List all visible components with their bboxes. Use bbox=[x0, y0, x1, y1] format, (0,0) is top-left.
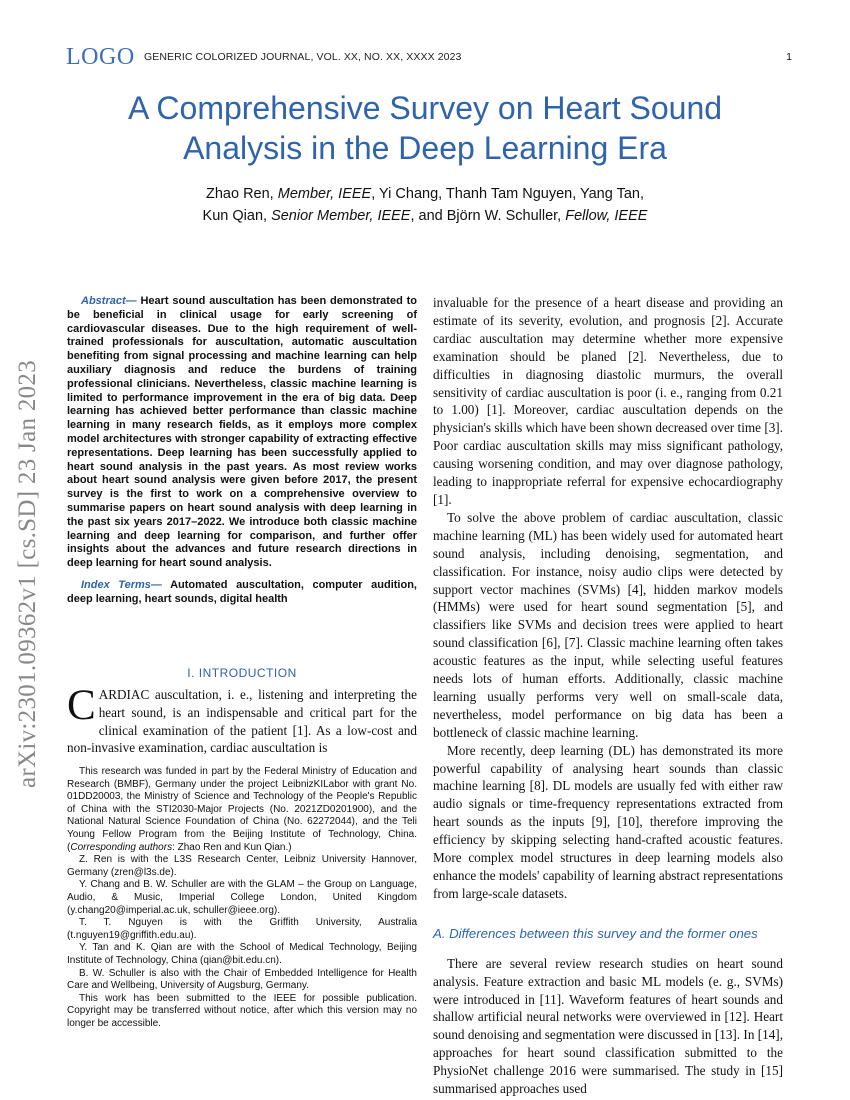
paper-title bbox=[60, 88, 790, 168]
index-terms-text: Automated auscultation, computer audition, deep learning, heart sounds, digital health bbox=[67, 578, 417, 605]
author-text: Kun Qian, bbox=[202, 208, 272, 224]
footnote-affiliation: Y. Chang and B. W. Schuller are with the GLAM – the Group on Language, Audio, & Music, Imperial College London, United Kingdom (y.chang20@imperial.ac.uk, schuller@ieee.org). bbox=[67, 879, 417, 916]
author-text: , and Björn W. Schuller, bbox=[410, 208, 566, 224]
footnote-affiliation: T. T. Nguyen is with the Griffith University, Australia (t.nguyen19@griffith.edu.au). bbox=[67, 917, 417, 941]
title-line-2: Analysis in the Deep Learning Era bbox=[183, 130, 667, 166]
page-number: 1 bbox=[786, 51, 792, 63]
arxiv-stamp: arXiv:2301.09362v1 [cs.SD] 23 Jan 2023 bbox=[14, 359, 41, 788]
footnote-affiliation: B. W. Schuller is also with the Chair of Embedded Intelligence for Health Care and Wellbeing, University of Augsburg, Germany. bbox=[67, 967, 417, 992]
index-terms-label: Index Terms bbox=[81, 578, 151, 591]
author-line-1 bbox=[60, 183, 790, 205]
footnote-affiliation: Z. Ren is with the L3S Research Center, Leibniz University Hannover, Germany (zren@l3s.de). bbox=[67, 854, 417, 878]
index-terms bbox=[67, 579, 417, 607]
section-heading-introduction: I. INTRODUCTION bbox=[187, 666, 297, 680]
intro-text: ARDIAC auscultation, i. e., listening and interpreting the heart sound, is an indispensable and critical part for the clinical examination of the patient [1]. As a low-cost and non-invasive examination, cardiac auscultation is bbox=[67, 687, 417, 756]
title-line-1: A Comprehensive Survey on Heart Sound bbox=[127, 90, 723, 126]
footnote-copyright: This work has been submitted to the IEEE for possible publication. Copyright may be transferred without notice, after which this version may no longer be accessible. bbox=[67, 992, 417, 1029]
author-line-2 bbox=[60, 205, 790, 227]
body-paragraph: invaluable for the presence of a heart disease and providing an estimate of its severity, evolution, and prognosis [2]. Accurate cardiac auscultation may determine whether more expensive examination should be planed [2]. Nevertheless, due to difficulties in diagnosing diastolic murmurs, the overall sensitivity of cardiac auscultation is poor (i. e., ranging from 0.21 to 1.00) [1]. Moreover, cardiac auscultation depends on the physician's skills which have been shown decreased over time [3]. Poor cardiac auscultation skills may miss significant pathology, causing worsening condition, and may over diagnose pathology, leading to inappropriate referral for expensive echocardiography [1]. bbox=[433, 295, 783, 507]
abstract-text: Heart sound auscultation has been demonstrated to be beneficial in clinical usage for early screening of cardiovascular diseases. Due to the high requirement of well-trained professionals for auscultation, automatic auscultation benefiting from signal processing and machine learning can help auxiliary diagnosis and reduce the burdens of training professional clinicians. Nevertheless, classic machine learning is limited to performance improvement in the era of big data. Deep learning has achieved better performance than classic machine learning in many research fields, as it employs more complex model architectures with stronger capability of extracting effective representations. Deep learning has been successfully applied to heart sound analysis in the past years. As most review works about heart sound analysis were given before 2017, the present survey is the first to work on a comprehensive overview to summarise papers on heart sound analysis with deep learning in the past six years 2017–2022. We introduce both classic machine learning and deep learning for comparison, and further offer insights about the advances and future research directions in deep learning for heart sound analysis. bbox=[67, 295, 417, 570]
footnote-text: This research was funded in part by the Federal Ministry of Education and Research (BMBF), Germany under the project LeibnizKILabor with grant No. 01DD20003, the Ministry of Science and Technology of the People's Republic of China with the STI2030-Major Projects (No. 2021ZD0201900), and the National Natural Science Foundation of China (No. 62272044), and the Teli Young Fellow Program from the Beijing Institute of Technology, China. ( bbox=[67, 766, 417, 853]
left-column bbox=[67, 295, 417, 607]
journal-logo: LOGO bbox=[66, 44, 135, 70]
author-role: Senior Member, IEEE bbox=[271, 208, 411, 224]
footnote-funding bbox=[67, 766, 417, 854]
author-text: , Yi Chang, Thanh Tam Nguyen, Yang Tan, bbox=[371, 186, 644, 202]
body-paragraph: There are several review research studies on heart sound analysis. Feature extraction and basic ML models (e. g., SVMs) were introduced in [11]. Waveform features of heart sounds and shallow artificial neural networks were overviewed in [12]. Heart sound denoising and segmentation were discussed in [13]. In [14], approaches for heart sound classification submitted to the PhysioNet challenge 2016 were summarised. The study in [15] summarised approaches used bbox=[433, 955, 783, 1097]
author-role: Member, IEEE bbox=[277, 186, 372, 202]
abstract bbox=[67, 295, 417, 571]
index-terms-dash: — bbox=[150, 578, 162, 591]
page-header bbox=[66, 44, 792, 70]
footnote-affiliation: Y. Tan and K. Qian are with the School of Medical Technology, Beijing Institute of Technology, China (qian@bit.edu.cn). bbox=[67, 942, 417, 966]
abstract-label: Abstract bbox=[81, 295, 126, 307]
right-column bbox=[433, 294, 783, 1098]
author-list bbox=[60, 183, 790, 227]
intro-paragraph bbox=[67, 682, 417, 757]
drop-cap: C bbox=[67, 682, 96, 729]
author-role: Fellow, IEEE bbox=[565, 208, 648, 224]
subsection-heading: A. Differences between this survey and the former ones bbox=[433, 925, 758, 941]
footnote-text: : Zhao Ren and Kun Qian.) bbox=[172, 841, 292, 853]
body-paragraph: To solve the above problem of cardiac auscultation, classic machine learning (ML) has been widely used for automated heart sound analysis, including denoising, segmentation, and classification. For instance, noisy audio clips were detected by support vector machines (SVMs) [4], hidden markov models (HMMs) were used for heart sound segmentation [5], and classifiers like SVMs and decision trees were applied to heart sound classification [6], [7]. Classic machine learning often takes acoustic features as the input, while selecting useful features needs lots of human efforts. Additionally, classic machine learning usually performs very well on small-scale data, nevertheless, model performance on big data has been a bottleneck of classic machine learning. bbox=[433, 509, 783, 740]
body-paragraph: More recently, deep learning (DL) has demonstrated its more powerful capability of analysing heart sounds than classic machine learning [8]. DL models are usually fed with either raw audio signals or time-frequency representations extracted from heart sounds as the inputs [9], [10], therefore improving the efficiency by skipping selecting hand-crafted acoustic features. More complex model structures in deep learning models also enhance the models' capability of learning abstract representations from large-scale datasets. bbox=[433, 742, 783, 901]
footnotes bbox=[67, 766, 417, 1030]
abstract-dash: — bbox=[125, 295, 137, 307]
journal-name: GENERIC COLORIZED JOURNAL, VOL. XX, NO. XX, XXXX 2023 bbox=[144, 51, 462, 63]
author-text: Zhao Ren, bbox=[206, 186, 278, 202]
footnote-italic: Corresponding authors bbox=[70, 841, 173, 853]
